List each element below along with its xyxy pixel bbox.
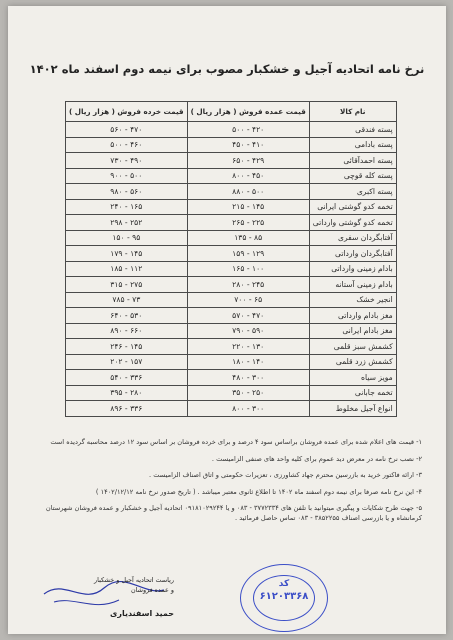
table-row (66, 168, 397, 184)
price-rows (66, 122, 397, 417)
stamp-code-label: کد (278, 579, 290, 589)
cell-product: پسته اکبری (309, 184, 396, 200)
cell-product: آفتابگردان سفری (309, 230, 396, 246)
cell-wholesale: ۱۲۹ - ۱۵۹ (187, 246, 309, 262)
cell-retail: ۶۶۰ - ۸۹۰ (66, 323, 188, 339)
cell-product: آفتابگردان وارداتی (309, 246, 396, 262)
cell-product: پسته فندقی (309, 122, 396, 138)
cell-wholesale: ۱۰۰ - ۱۶۵ (187, 261, 309, 277)
cell-product: کشمش زرد قلمی (309, 354, 396, 370)
note-4: ۴- این نرخ نامه صرفا برای نیمه دوم اسفند ماه ۱۴۰۲ تا اطلاع ثانوی معتبر میباشد . ( تاریخ صدور نرخ نامه ۱۴۰۲/۱۲/۱۲ ) (95, 487, 422, 496)
table-row (66, 230, 397, 246)
table-row (66, 261, 397, 277)
cell-wholesale: ۲۲۵ - ۲۶۵ (187, 215, 309, 231)
header-retail: قیمت خرده فروش ( هزار ریال ) (66, 102, 188, 122)
signature-name: حمید اسفندیاری (110, 609, 174, 618)
page-title: نرخ نامه اتحادیه آجیل و خشکبار مصوب برای نیمه دوم اسفند ماه ۱۴۰۲ (29, 62, 425, 76)
signature-title-line1: ریاست اتحادیه آجیل و خشکبار (94, 576, 174, 584)
cell-retail: ۱۴۵ - ۲۴۶ (66, 339, 188, 355)
table-row (66, 122, 397, 138)
table-row (66, 199, 397, 215)
table-row (66, 277, 397, 293)
table-row (66, 323, 397, 339)
table-row (66, 153, 397, 169)
cell-product: تخمه کدو گوشتی ایرانی (309, 199, 396, 215)
cell-wholesale: ۲۵۰ - ۳۵۰ (187, 385, 309, 401)
price-table (65, 101, 397, 417)
cell-wholesale: ۳۰۰ - ۸۰۰ (187, 401, 309, 417)
table-row (66, 354, 397, 370)
cell-product: بادام زمینی آستانه (309, 277, 396, 293)
cell-retail: ۱۴۵ - ۱۷۹ (66, 246, 188, 262)
table-row (66, 184, 397, 200)
cell-wholesale: ۶۵ - ۷۰۰ (187, 292, 309, 308)
cell-product: پسته احمدآقائی (309, 153, 396, 169)
cell-retail: ۵۳۰ - ۶۴۰ (66, 308, 188, 324)
table-row (66, 401, 397, 417)
cell-product: مغز بادام ایرانی (309, 323, 396, 339)
cell-retail: ۵۶۰ - ۹۸۰ (66, 184, 188, 200)
cell-wholesale: ۱۳۰ - ۲۲۰ (187, 339, 309, 355)
cell-wholesale: ۱۴۵ - ۲۱۵ (187, 199, 309, 215)
header-product: نام کالا (309, 102, 396, 122)
cell-product: پسته بادامی (309, 137, 396, 153)
note-1: ۱- قیمت های اعلام شده برای عمده فروشان براساس سود ۴ درصد و برای خرده فروشان بر اساس سود ۱۲ درصد محاسبه گردیده است (50, 438, 422, 446)
table-row (66, 137, 397, 153)
cell-retail: ۲۸۰ - ۳۹۵ (66, 385, 188, 401)
cell-product: انواع آجیل مخلوط (309, 401, 396, 417)
stamp-code: ۶۱۲۰۳۳۶۸ (259, 591, 309, 602)
table-header-row (66, 102, 397, 122)
table-row (66, 292, 397, 308)
cell-retail: ۱۵۷ - ۲۰۲ (66, 354, 188, 370)
cell-retail: ۴۹۰ - ۷۳۰ (66, 153, 188, 169)
cell-retail: ۱۶۵ - ۲۴۰ (66, 199, 188, 215)
table-row (66, 385, 397, 401)
cell-retail: ۲۷۵ - ۳۱۵ (66, 277, 188, 293)
cell-wholesale: ۱۴۰ - ۱۸۰ (187, 354, 309, 370)
note-5: ۵- جهت طرح شکایات و پیگیری میتوانید با تلفن های ۳۷۷۲۳۳۴ - ۰۸۳ و یا ۰۹۱۸۱۰۲۹۲۴۴ اتحادیه آجیل و خشکبار و عمده فروشان شهرستان کرمانشاه و یا بازرسی اصناف ۳۸۵۲۲۵۵ - ۰۸۳ تماس حاصل فرمائید . (45, 504, 422, 522)
table-row (66, 370, 397, 386)
cell-retail: ۴۷۰ - ۵۶۰ (66, 122, 188, 138)
cell-wholesale: ۴۲۹ - ۶۵۰ (187, 153, 309, 169)
cell-retail: ۵۰۰ - ۹۰۰ (66, 168, 188, 184)
cell-wholesale: ۲۴۵ - ۲۸۰ (187, 277, 309, 293)
cell-wholesale: ۸۵ - ۱۳۵ (187, 230, 309, 246)
signature-title (94, 576, 174, 595)
signature-title-line2: و عمده فروشان (130, 585, 174, 594)
cell-product: مویز سیاه (309, 370, 396, 386)
table-row (66, 339, 397, 355)
cell-retail: ۳۳۶ - ۸۹۶ (66, 401, 188, 417)
cell-retail: ۱۱۲ - ۱۸۵ (66, 261, 188, 277)
cell-wholesale: ۴۵۰ - ۸۰۰ (187, 168, 309, 184)
note-3: ۳- ارائه فاکتور خرید به بازرسین محترم جهاد کشاورزی ، تعزیرات حکومتی و اتاق اصناف الزامیست . (149, 471, 422, 480)
cell-retail: ۷۳ - ۷۸۵ (66, 292, 188, 308)
cell-product: پسته کله قوچی (309, 168, 396, 184)
signature-block (24, 566, 174, 630)
table-row (66, 215, 397, 231)
cell-product: کشمش سبز قلمی (309, 339, 396, 355)
notes (30, 438, 422, 530)
cell-retail: ۳۳۶ - ۵۴۰ (66, 370, 188, 386)
cell-product: مغز بادام وارداتی (309, 308, 396, 324)
note-2: ۲- نصب نرخ نامه در معرض دید عموم برای کلیه واحد های صنفی الزامیست . (211, 454, 422, 463)
header-wholesale: قیمت عمده فروش ( هزار ریال ) (187, 102, 309, 122)
cell-retail: ۲۵۲ - ۲۹۸ (66, 215, 188, 231)
cell-product: بادام زمینی وارداتی (309, 261, 396, 277)
cell-wholesale: ۳۰۰ - ۴۸۰ (187, 370, 309, 386)
cell-wholesale: ۴۲۰ - ۵۰۰ (187, 122, 309, 138)
table-row (66, 308, 397, 324)
cell-product: تخمه جابانی (309, 385, 396, 401)
cell-product: انجیر خشک (309, 292, 396, 308)
cell-wholesale: ۵۹۰ - ۷۹۰ (187, 323, 309, 339)
table-row (66, 246, 397, 262)
official-stamp (240, 564, 328, 632)
cell-wholesale: ۵۰۰ - ۸۸۰ (187, 184, 309, 200)
cell-wholesale: ۴۷۰ - ۵۷۰ (187, 308, 309, 324)
cell-wholesale: ۴۱۰ - ۴۵۰ (187, 137, 309, 153)
cell-product: تخمه کدو گوشتی وارداتی (309, 215, 396, 231)
cell-retail: ۴۶۰ - ۵۰۰ (66, 137, 188, 153)
document-sheet (8, 6, 446, 634)
cell-retail: ۹۵ - ۱۵۰ (66, 230, 188, 246)
